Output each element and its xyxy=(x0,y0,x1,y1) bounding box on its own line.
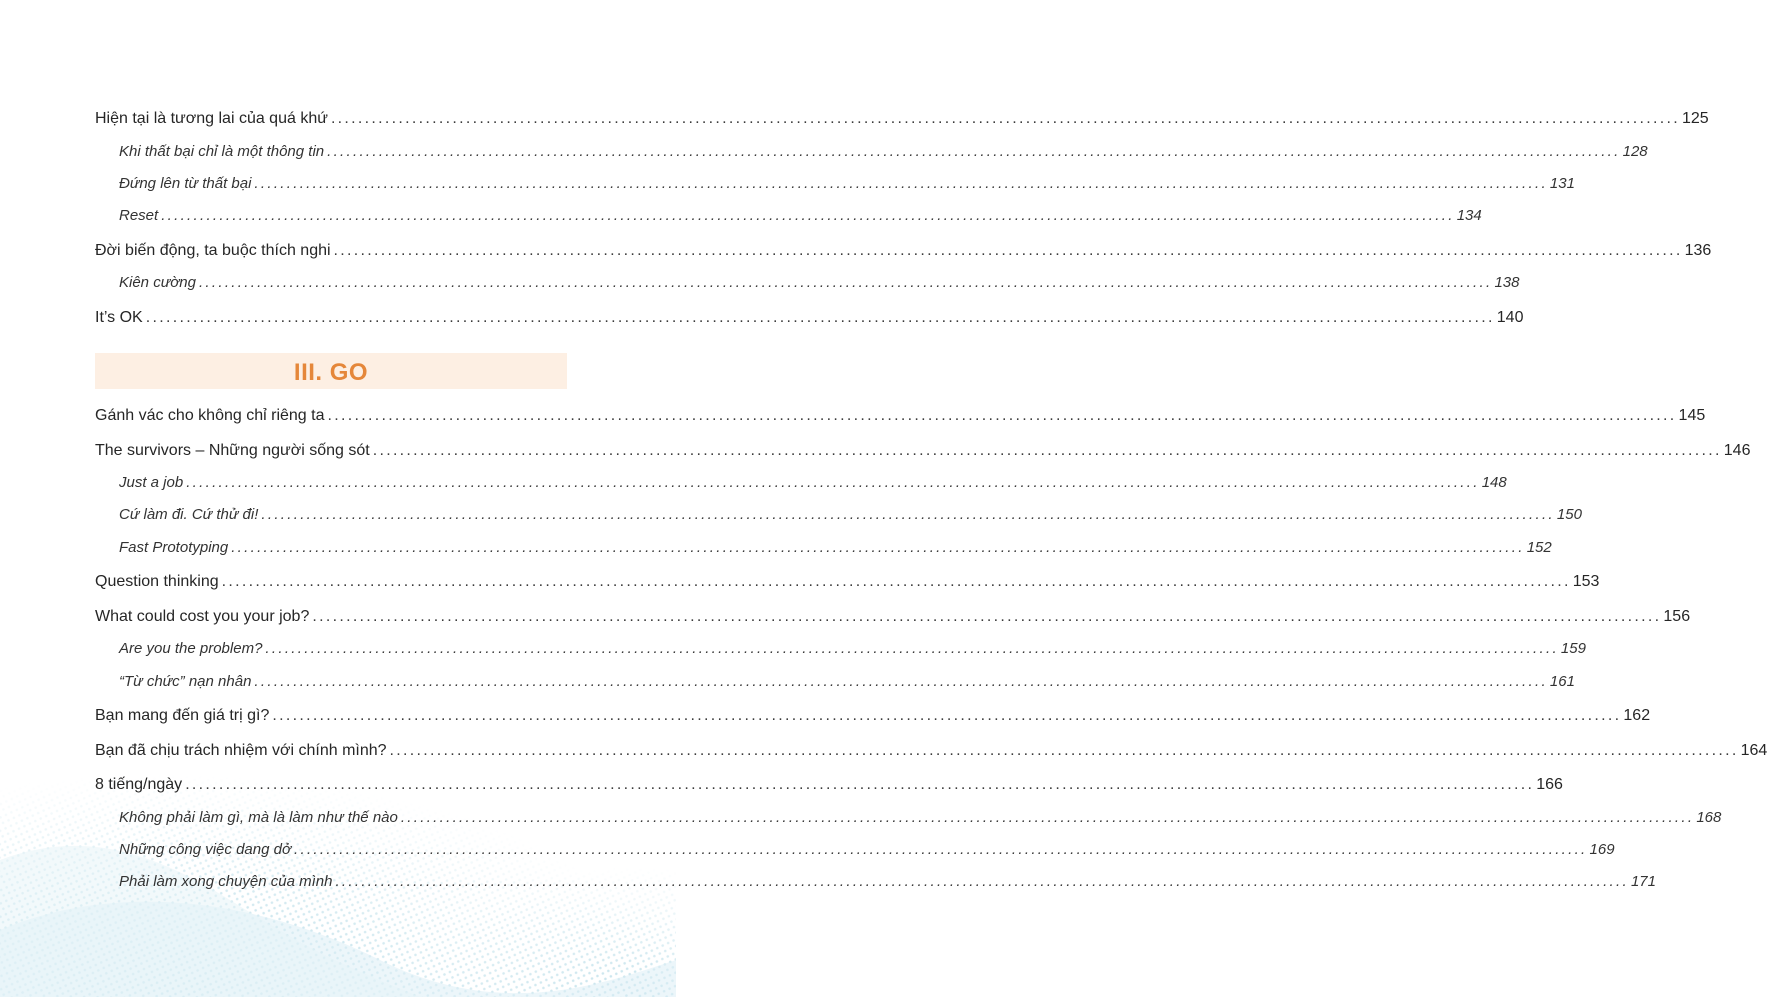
toc-page-number: 128 xyxy=(1622,143,1648,160)
toc-entry-title: Kiên cường xyxy=(119,274,196,291)
toc-entry xyxy=(95,739,1767,763)
toc-entry-title: Khi thất bại chỉ là một thông tin xyxy=(119,143,325,160)
toc-page-number: 156 xyxy=(1663,608,1691,625)
toc-entry-title: Bạn mang đến giá trị gì? xyxy=(95,707,270,724)
toc-entry-title: The survivors – Những người sống sót xyxy=(95,442,370,459)
toc-page-number: 148 xyxy=(1481,474,1507,491)
toc-page-number: 131 xyxy=(1549,175,1575,192)
toc-entry xyxy=(95,306,1524,330)
toc-entry-title: Bạn đã chịu trách nhiệm với chính mình? xyxy=(95,742,387,759)
toc-dot-leader: ........................................................................................................................................................................................................ xyxy=(221,573,1571,590)
toc-entry-title: Cứ làm đi. Cứ thử đi! xyxy=(119,506,259,523)
toc-page-number: 125 xyxy=(1682,110,1709,127)
toc-dot-leader: ........................................................................................................................................................................................................ xyxy=(400,809,1695,826)
toc-subentry xyxy=(119,204,1482,228)
toc-subentry xyxy=(119,806,1722,830)
toc-dot-leader: ........................................................................................................................................................................................................ xyxy=(186,474,1480,491)
toc-entry-title: Fast Prototyping xyxy=(119,539,229,556)
section-heading-band xyxy=(95,353,567,389)
toc-dot-leader: ........................................................................................................................................................................................................ xyxy=(327,407,1677,424)
toc-dot-leader: ........................................................................................................................................................................................................ xyxy=(254,673,1548,690)
toc-page-number: 140 xyxy=(1496,309,1524,326)
toc-entry-title: What could cost you your job? xyxy=(95,608,310,625)
toc-dot-leader: ........................................................................................................................................................................................................ xyxy=(272,707,1622,724)
toc-entry-title: Những công việc dang dở xyxy=(119,841,292,858)
toc-page-number: 166 xyxy=(1536,776,1563,793)
toc-page-number: 162 xyxy=(1623,707,1651,724)
toc-page-number: 136 xyxy=(1684,242,1712,259)
toc-entry-title: Đứng lên từ thất bại xyxy=(119,175,252,192)
toc-dot-leader: ........................................................................................................................................................................................................ xyxy=(312,608,1662,625)
toc-subentry xyxy=(119,172,1575,196)
toc-dot-leader: ........................................................................................................................................................................................................ xyxy=(294,841,1588,858)
toc-entry-title: 8 tiếng/ngày xyxy=(95,776,183,793)
toc-subentry xyxy=(119,271,1520,295)
toc-page-number: 168 xyxy=(1696,809,1722,826)
toc-page-number: 138 xyxy=(1494,274,1520,291)
toc-subentry xyxy=(119,870,1656,894)
toc-dot-leader: ........................................................................................................................................................................................................ xyxy=(231,539,1525,556)
toc-subentry xyxy=(119,637,1586,661)
toc-page-number: 169 xyxy=(1589,841,1615,858)
toc-subentry xyxy=(119,503,1582,527)
toc-entry-title: It’s OK xyxy=(95,309,143,326)
section-heading: III. GO xyxy=(293,359,369,386)
toc-subentry xyxy=(119,140,1648,164)
toc-dot-leader: ........................................................................................................................................................................................................ xyxy=(265,640,1559,657)
toc-page-number: 161 xyxy=(1549,673,1575,690)
toc-page-number: 164 xyxy=(1740,742,1767,759)
toc-dot-leader: ........................................................................................................................................................................................................ xyxy=(261,506,1555,523)
toc-subentry xyxy=(119,670,1575,694)
toc-dot-leader: ........................................................................................................................................................................................................ xyxy=(198,274,1493,291)
toc-entry-title: Are you the problem? xyxy=(119,640,263,657)
toc-entry xyxy=(95,404,1706,428)
toc-entry-title: Just a job xyxy=(119,474,184,491)
toc-page-number: 146 xyxy=(1723,442,1751,459)
toc-page-number: 159 xyxy=(1560,640,1586,657)
toc-entry xyxy=(95,439,1751,463)
toc-dot-leader: ........................................................................................................................................................................................................ xyxy=(161,207,1455,224)
toc-page-number: 152 xyxy=(1526,539,1552,556)
toc-dot-leader: ........................................................................................................................................................................................................ xyxy=(335,873,1629,890)
toc-dot-leader: ........................................................................................................................................................................................................ xyxy=(333,242,1683,259)
toc-dot-leader: ........................................................................................................................................................................................................ xyxy=(389,742,1739,759)
toc-entry-title: Không phải làm gì, mà là làm như thế nào xyxy=(119,809,398,826)
toc-entry xyxy=(95,773,1563,797)
toc-entry xyxy=(95,107,1709,131)
toc-dot-leader: ........................................................................................................................................................................................................ xyxy=(145,309,1495,326)
toc-entry-title: Question thinking xyxy=(95,573,219,590)
toc-entry xyxy=(95,605,1691,629)
toc-page-number: 145 xyxy=(1678,407,1706,424)
toc-dot-leader: ........................................................................................................................................................................................................ xyxy=(185,776,1535,793)
toc-dot-leader: ........................................................................................................................................................................................................ xyxy=(372,442,1722,459)
toc-entry xyxy=(95,704,1651,728)
toc-page-number: 150 xyxy=(1556,506,1582,523)
toc-dot-leader: ........................................................................................................................................................................................................ xyxy=(254,175,1548,192)
toc-entry xyxy=(95,239,1712,263)
toc-dot-leader: ........................................................................................................................................................................................................ xyxy=(327,143,1621,160)
toc-page-number: 134 xyxy=(1456,207,1482,224)
toc-entry-title: Phải làm xong chuyện của mình xyxy=(119,873,333,890)
toc-entry-title: “Từ chức” nạn nhân xyxy=(119,673,252,690)
toc-entry xyxy=(95,570,1600,594)
toc-entry-title: Gánh vác cho không chỉ riêng ta xyxy=(95,407,325,424)
toc-entry-title: Đời biến động, ta buộc thích nghi xyxy=(95,242,331,259)
toc-page-number: 171 xyxy=(1630,873,1656,890)
toc-dot-leader: ........................................................................................................................................................................................................ xyxy=(330,110,1680,127)
toc-subentry xyxy=(119,536,1552,560)
toc-entry-title: Hiện tại là tương lai của quá khứ xyxy=(95,110,328,127)
toc-subentry xyxy=(119,471,1507,495)
toc-page-number: 153 xyxy=(1572,573,1600,590)
toc-subentry xyxy=(119,838,1615,862)
toc-entry-title: Reset xyxy=(119,207,159,224)
